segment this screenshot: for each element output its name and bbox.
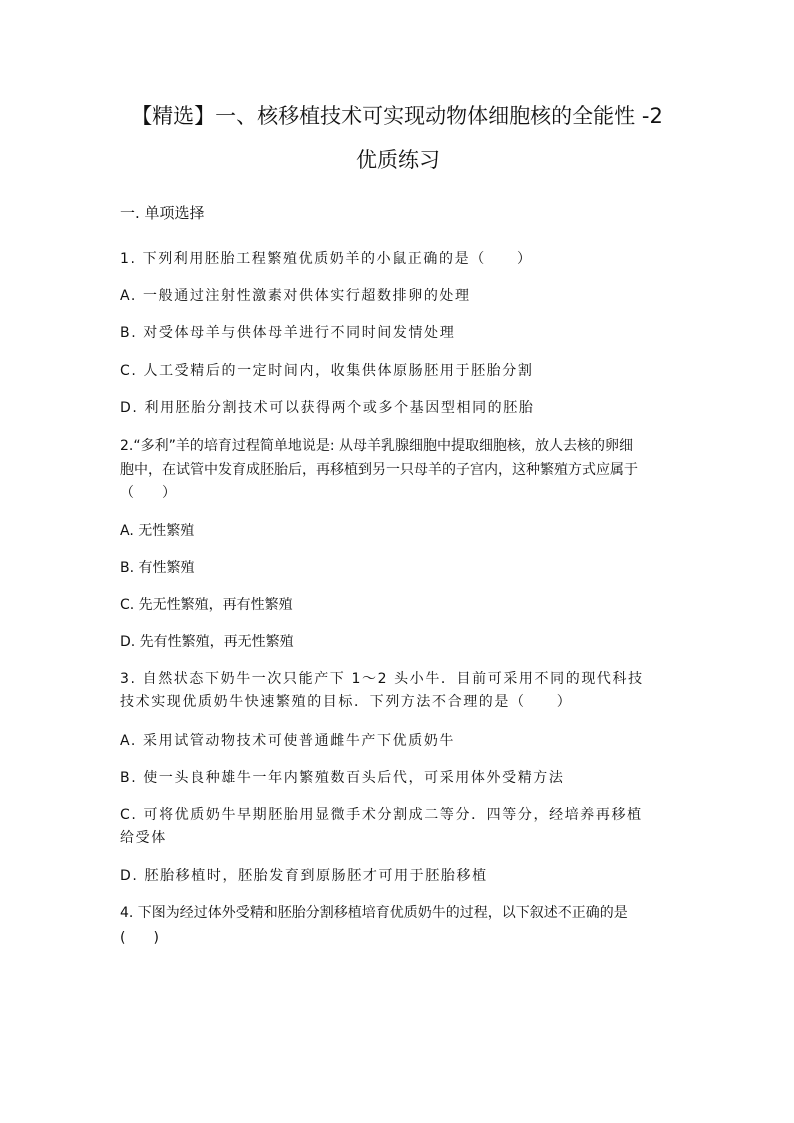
question-3-option-d: D. 胚胎移植时，胚胎发育到原肠胚才可用于胚胎移植 bbox=[120, 868, 488, 884]
page-title-continuation: 优质练习 bbox=[356, 148, 440, 172]
question-3-stem-line-2: 技术实现优质奶牛快速繁殖的目标．下列方法不合理的是（ ） bbox=[120, 694, 573, 710]
question-2-option-b: B. 有性繁殖 bbox=[120, 560, 195, 576]
question-3-option-a: A. 采用试管动物技术可使普通雌牛产下优质奶牛 bbox=[120, 733, 456, 749]
question-2-stem-line-3: （ ） bbox=[120, 485, 176, 501]
section-heading: 一. 单项选择 bbox=[120, 204, 205, 222]
question-3-stem-line-1: 3. 自然状态下奶牛一次只能产下 1～2 头小牛．目前可采用不同的现代科技 bbox=[120, 671, 644, 687]
question-1-option-d: D. 利用胚胎分割技术可以获得两个或多个基因型相同的胚胎 bbox=[120, 400, 535, 416]
question-1-option-a: A. 一般通过注射性激素对供体实行超数排卵的处理 bbox=[120, 288, 471, 304]
question-1-option-c: C. 人工受精后的一定时间内，收集供体原肠胚用于胚胎分割 bbox=[120, 363, 534, 379]
question-1-stem: 1. 下列利用胚胎工程繁殖优质奶羊的小鼠正确的是（ ） bbox=[120, 251, 533, 267]
question-2-option-a: A. 无性繁殖 bbox=[120, 523, 195, 539]
question-3-option-b: B. 使一头良种雄牛一年内繁殖数百头后代，可采用体外受精方法 bbox=[120, 770, 565, 786]
question-3-option-c-line-2: 给受体 bbox=[120, 830, 167, 846]
question-1-option-b: B. 对受体母羊与供体母羊进行不同时间发情处理 bbox=[120, 325, 456, 341]
question-4-stem-line-2: ( ) bbox=[120, 930, 159, 946]
question-2-option-c: C. 先无性繁殖，再有性繁殖 bbox=[120, 597, 293, 613]
question-2-stem-line-1: 2.“多利”羊的培育过程简单地说是: 从母羊乳腺细胞中提取细胞核，放人去核的卵细 bbox=[120, 438, 634, 454]
page-title: 【精选】一、核移植技术可实现动物体细胞核的全能性 -2 bbox=[131, 104, 663, 128]
question-2-stem-line-2: 胞中，在试管中发育成胚胎后，再移植到另一只母羊的子宫内，这种繁殖方式应属于 bbox=[120, 462, 638, 478]
question-2-option-d: D. 先有性繁殖，再无性繁殖 bbox=[120, 634, 294, 650]
question-4-stem-line-1: 4. 下图为经过体外受精和胚胎分割移植培育优质奶牛的过程，以下叙述不正确的是 bbox=[120, 905, 628, 921]
question-3-option-c-line-1: C. 可将优质奶牛早期胚胎用显微手术分割成二等分．四等分，经培养再移植 bbox=[120, 807, 643, 823]
